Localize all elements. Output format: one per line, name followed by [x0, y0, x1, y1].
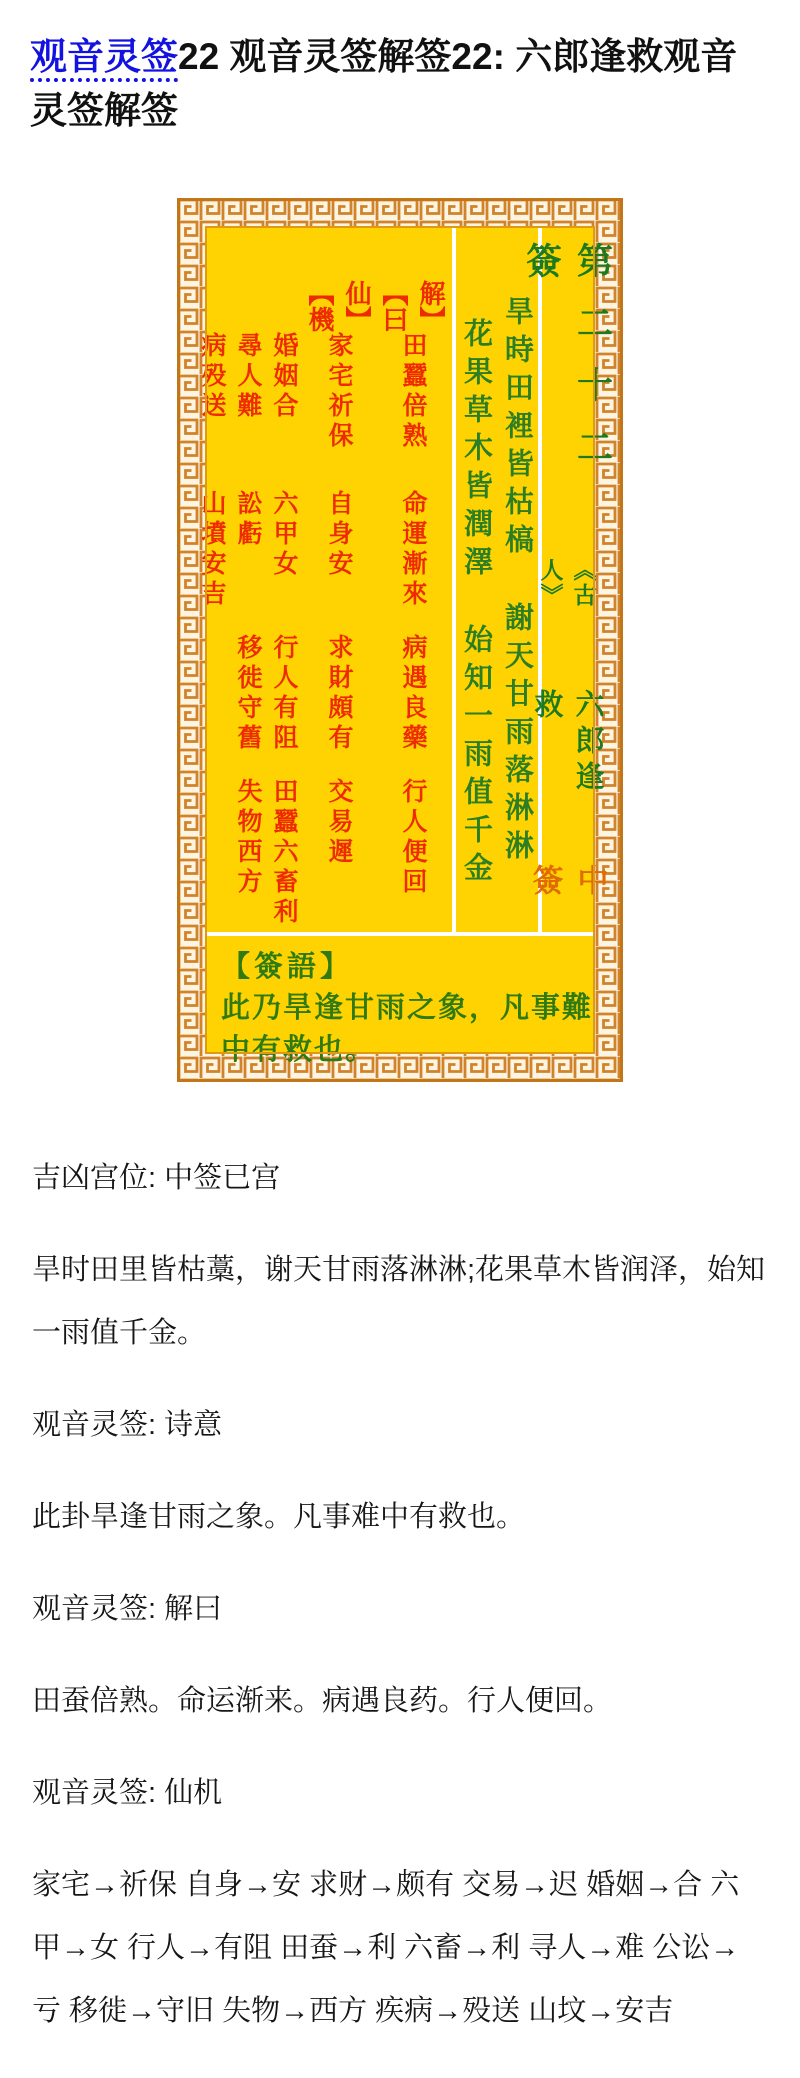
jieyue-text: 田蚕倍熟。命运渐来。病遇良药。行人便回。	[32, 1685, 613, 1717]
grid-cell: 行人有阻	[270, 634, 298, 754]
grid-cell: 訟虧	[234, 490, 262, 550]
guren-label: 《古人》	[537, 557, 597, 608]
grid-cell: 命運漸來	[399, 490, 427, 610]
poem-simplified: 旱时田里皆枯藁，谢天甘雨落淋淋;花果草木皆润泽，始知一雨值千金。	[32, 1254, 766, 1349]
interpretation-grid	[192, 228, 452, 932]
grid-cell: 病殁送	[198, 332, 226, 422]
grid-cell: 山墳安吉	[198, 490, 226, 610]
sign-number-column	[521, 228, 614, 932]
heading-shiyi: 观音灵签: 诗意	[32, 1409, 223, 1441]
page-title-rest: 22 观音灵签解签22: 六郎逢救观音灵签解签	[30, 36, 738, 131]
page-title	[0, 0, 800, 138]
article-body	[0, 1082, 800, 2043]
poem-phrase-4: 始知一雨值千金	[460, 624, 492, 890]
heading-xianji: 观音灵签: 仙机	[32, 1777, 223, 1809]
shiyi-text: 此卦旱逢甘雨之象。凡事难中有救也。	[32, 1501, 526, 1533]
guanyin-lingqian-link[interactable]: 观音灵签	[30, 36, 178, 82]
heading-jieyue: 观音灵签: 解曰	[32, 1593, 223, 1625]
grid-cell: 求財頗有	[325, 634, 353, 754]
poem-phrase-1: 旱時田裡皆枯槁	[501, 296, 533, 562]
xianji-text: 家宅→祈保 自身→安 求财→颇有 交易→迟 婚姻→合 六甲→女 行人→有阻 田蚕→利 六畜→利 寻人→难 公讼→亏 移徙→守旧 失物→西方 疾病→殁送 山坟→安吉	[32, 1869, 740, 2027]
poem-phrase-2: 謝天甘雨落淋淋	[501, 602, 533, 868]
grid-cell: 家宅祈保	[325, 332, 353, 452]
poem-line-2	[456, 296, 497, 932]
palace-line: 吉凶宫位: 中签已宫	[32, 1162, 281, 1194]
fortune-card	[177, 198, 623, 1082]
grid-cell: 田蠶倍熟	[399, 332, 427, 452]
grid-cell: 病遇良藥	[399, 634, 427, 754]
card-main-area	[198, 228, 614, 932]
grid-cell: 田蠶六畜利	[270, 778, 298, 928]
poem-phrase-3: 花果草木皆潤澤	[460, 318, 492, 584]
grid-cell: 失物西方	[234, 778, 262, 898]
qianyu-text: 此乃旱逢甘雨之象，凡事難中有救也。	[221, 992, 594, 1066]
grid-cell: 移徙守舊	[234, 634, 262, 754]
grid-cell: 六甲女	[270, 490, 298, 580]
qianyu-header: 【簽語】	[221, 951, 354, 983]
grid-cell: 行人便回	[399, 778, 427, 898]
card-panel	[198, 228, 614, 1066]
grid-cell: 自身安	[325, 490, 353, 580]
grid-cell: 婚姻合	[270, 332, 298, 422]
grade-label: 中簽	[527, 863, 608, 903]
jieyue-header: 【解曰】	[379, 280, 446, 332]
grid-cell: 尋人難	[234, 332, 262, 422]
qianyu-section	[207, 932, 594, 1066]
story-name: 六郎逢救	[530, 689, 604, 798]
grid-cell: 交易遲	[325, 778, 353, 868]
sign-number: 第二十二簽	[521, 242, 614, 490]
xianji-header: 【仙機】	[305, 280, 372, 332]
